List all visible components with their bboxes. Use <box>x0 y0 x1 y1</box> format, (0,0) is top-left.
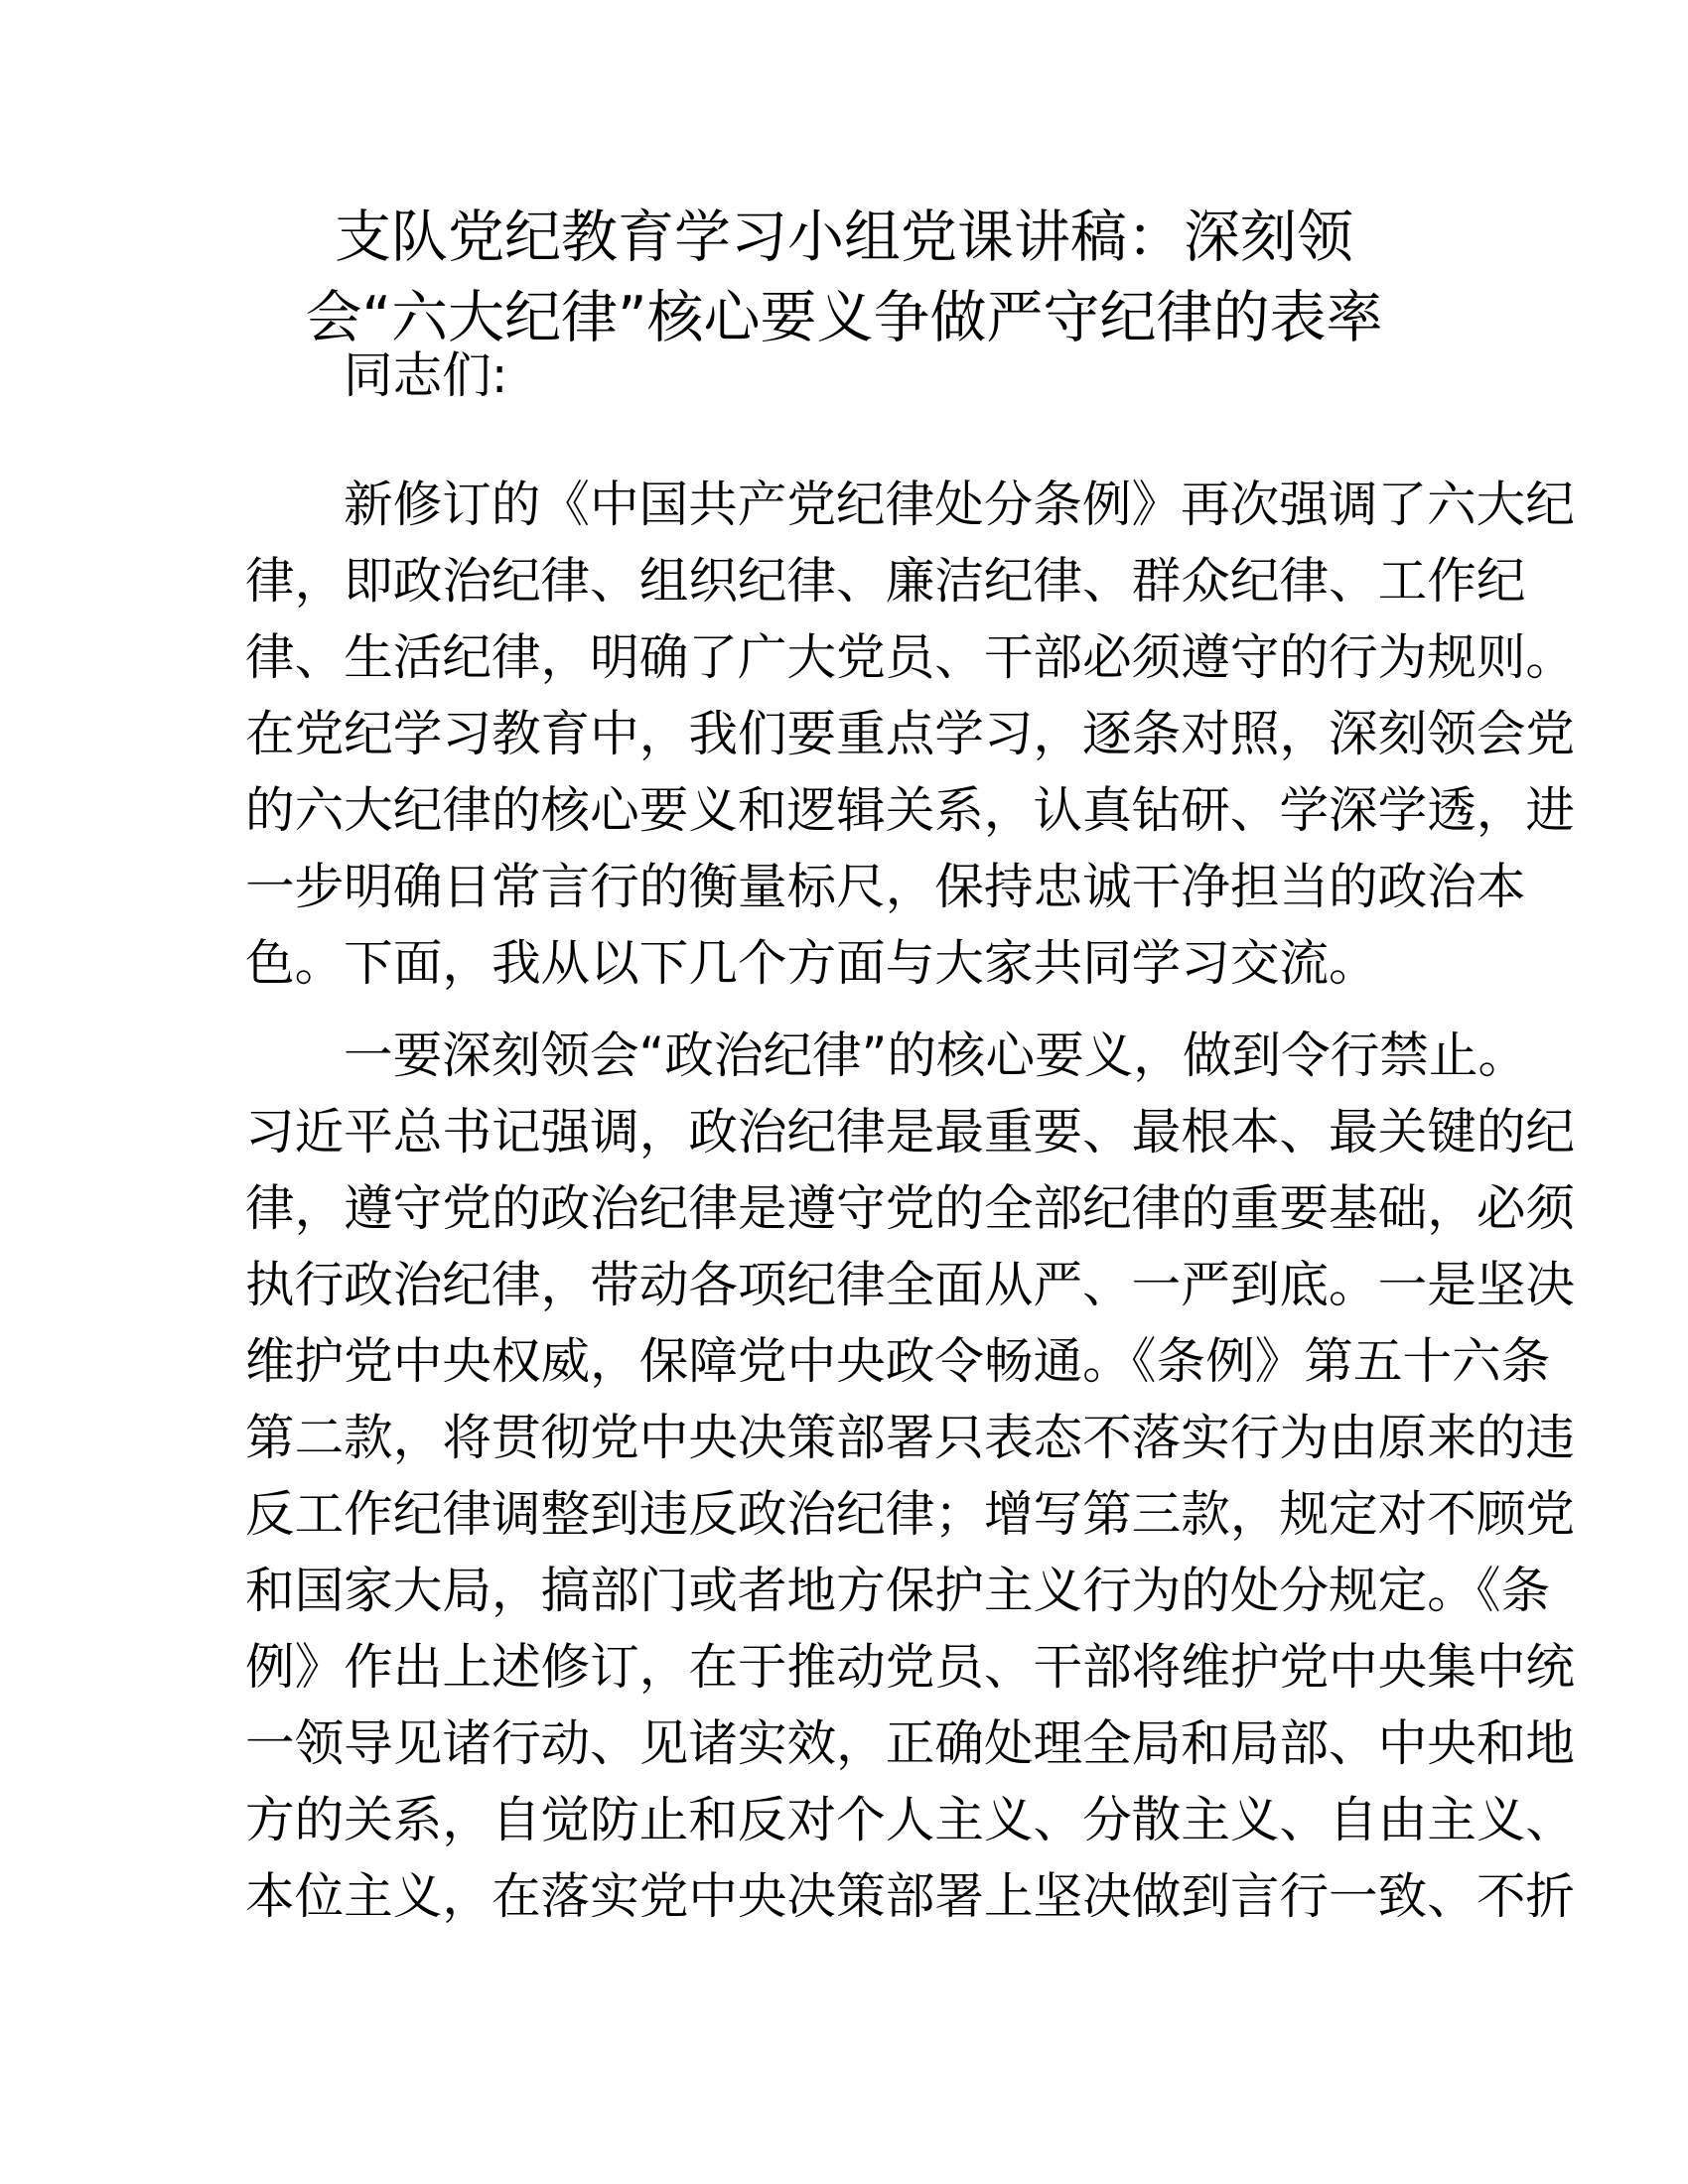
paragraph-line: 一要深刻领会“政治纪律”的核心要义，做到令行禁止。 <box>344 1026 1528 1084</box>
paragraph-line: 在党纪学习教育中，我们要重点学习，逐条对照，深刻领会党 <box>245 705 1576 762</box>
paragraph-line: 第二款，将贯彻党中央决策部署只表态不落实行为由原来的违 <box>245 1409 1576 1466</box>
title-line-1: 支队党纪教育学习小组党课讲稿：深刻领 <box>335 205 1353 270</box>
paragraph-line: 方的关系，自觉防止和反对个人主义、分散主义、自由主义、 <box>245 1791 1576 1848</box>
paragraph-line: 本位主义，在落实党中央决策部署上坚决做到言行一致、不折 <box>245 1867 1576 1925</box>
paragraph-line: 维护党中央权威，保障党中央政令畅通。《条例》第五十六条 <box>245 1332 1551 1390</box>
paragraph-line: 新修订的《中国共产党纪律处分条例》再次强调了六大纪 <box>344 476 1575 533</box>
greeting-text: 同志们: <box>344 346 508 404</box>
paragraph-line: 反工作纪律调整到违反政治纪律；增写第三款，规定对不顾党 <box>245 1485 1576 1543</box>
paragraph-line: 色。下面，我从以下几个方面与大家共同学习交流。 <box>245 934 1378 992</box>
greeting <box>245 338 1429 414</box>
paragraph-line: 例》作出上述修订，在于推动党员、干部将维护党中央集中统 <box>245 1638 1576 1696</box>
paragraph-2 <box>245 1018 1576 1935</box>
paragraph-line: 的六大纪律的核心要义和逻辑关系，认真钻研、学深学透，进 <box>245 781 1576 839</box>
paragraph-line: 律，遵守党的政治纪律是遵守党的全部纪律的重要基础，必须 <box>245 1179 1576 1237</box>
title-line-2: 会“六大纪律”核心要义争做严守纪律的表率 <box>305 285 1383 350</box>
paragraph-line: 律，即政治纪律、组织纪律、廉洁纪律、群众纪律、工作纪 <box>245 552 1526 610</box>
paragraph-line: 一步明确日常言行的衡量标尺，保持忠诚干净担当的政治本 <box>245 858 1526 915</box>
document-title <box>0 198 1688 358</box>
paragraph-line: 习近平总书记强调，政治纪律是最重要、最根本、最关键的纪 <box>245 1103 1576 1160</box>
paragraph-1 <box>245 467 1576 1002</box>
paragraph-line: 律、生活纪律，明确了广大党员、干部必须遵守的行为规则。 <box>245 628 1576 686</box>
paragraph-line: 执行政治纪律，带动各项纪律全面从严、一严到底。一是坚决 <box>245 1256 1576 1313</box>
paragraph-line: 一领导见诸行动、见诸实效，正确处理全局和局部、中央和地 <box>245 1714 1576 1772</box>
paragraph-line: 和国家大局，搞部门或者地方保护主义行为的处分规定。《条 <box>245 1562 1551 1619</box>
